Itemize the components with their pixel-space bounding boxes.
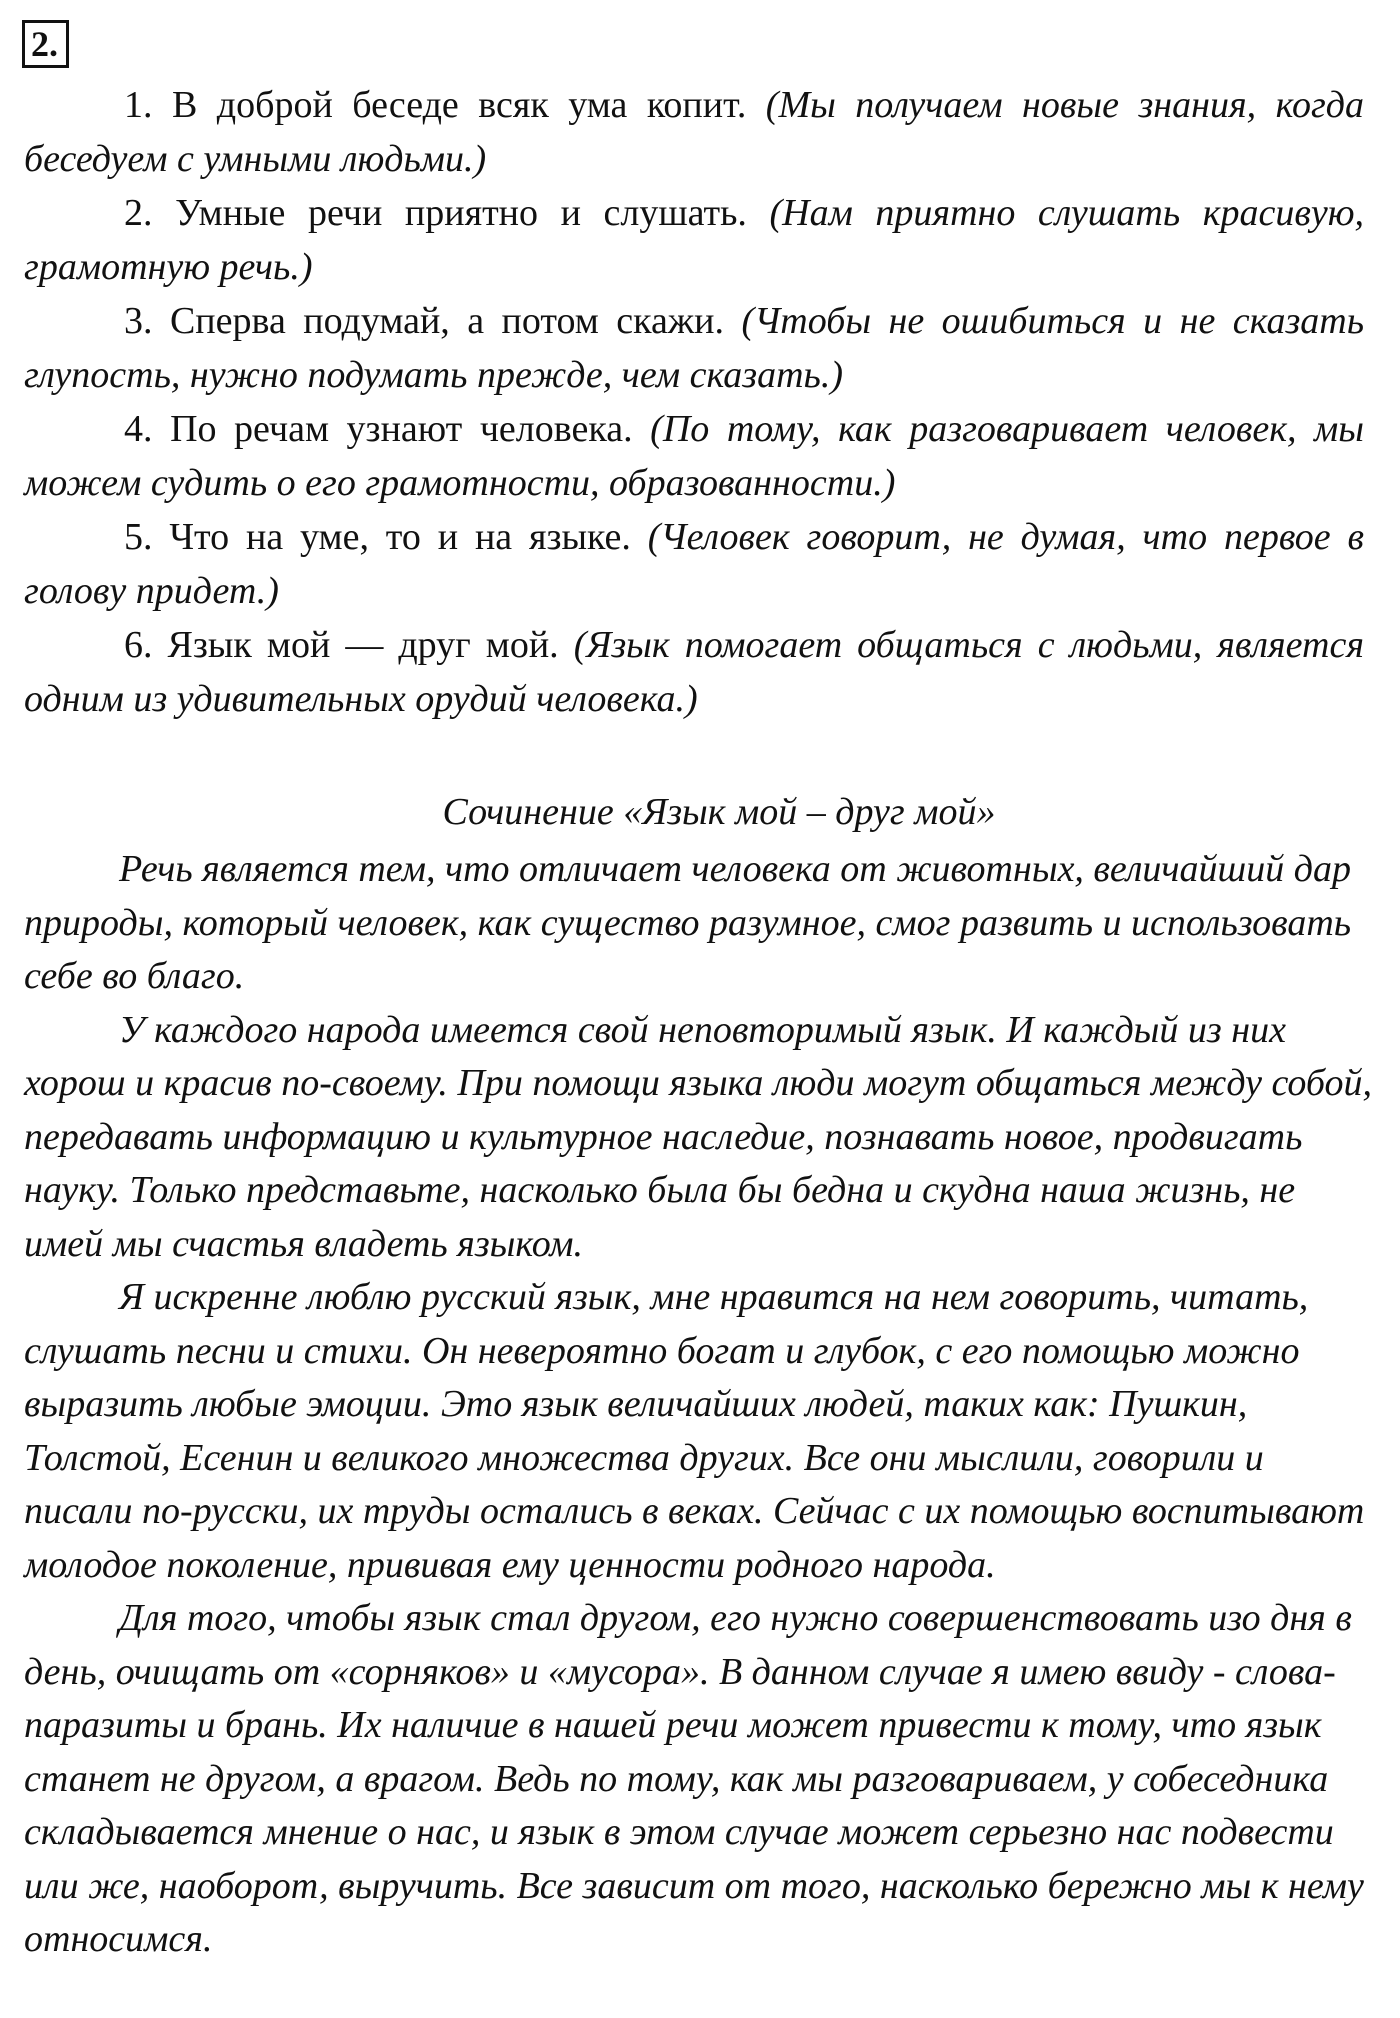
proverb-item (24, 186, 1364, 294)
proverb-item (24, 402, 1364, 510)
proverbs-list (24, 78, 1364, 726)
proverb-explanation: (Мы получаем новые знания, когда беседуем с умными людьми.) (24, 84, 1365, 180)
proverb-text: Умные речи приятно и слушать. (175, 192, 747, 234)
proverb-item (24, 618, 1364, 726)
essay-paragraph: Речь является тем, что отличает человека от животных, величайший дар природы, который человек, как существо разумное, смог развить и использовать себе во благо. (24, 848, 1352, 997)
proverb-text: Язык мой — друг мой. (167, 624, 559, 666)
proverb-explanation: (Нам приятно слушать красивую, грамотную речь.) (24, 192, 1365, 288)
essay-paragraph: Я искренне люблю русский язык, мне нравится на нем говорить, читать, слушать песни и стихи. Он невероятно богат и глубок, с его помощью можно выразить любые эмоции. Это язык величайших людей, таких как: Пушкин, Толстой, Есенин и великого множества других. Все они мыслили, говорили и писали по-русски, их труды остались в веках. Сейчас с их помощью воспитывают молодое поколение, прививая ему ценности родного народа. (24, 1276, 1365, 1586)
proverb-explanation: (Чтобы не ошибиться и не сказать глупость, нужно подумать прежде, чем сказать.) (24, 300, 1365, 396)
proverb-number: 3. (124, 300, 153, 342)
essay-paragraph: Для того, чтобы язык стал другом, его нужно совершенствовать изо дня в день, очищать от «сорняков» и «мусора». В данном случае я имею ввиду - слова-паразиты и брань. Их наличие в нашей речи может привести к тому, что язык станет не другом, а врагом. Ведь по тому, как мы разговариваем, у собеседника складывается мнение о нас, и язык в этом случае может серьезно нас подвести или же, наоборот, выручить. Все зависит от того, насколько бережно мы к нему относимся. (24, 1597, 1364, 1960)
proverb-explanation: (Человек говорит, не думая, что первое в голову придет.) (24, 516, 1365, 612)
proverb-text: В доброй беседе всяк ума копит. (171, 84, 747, 126)
proverb-number: 5. (124, 516, 153, 558)
proverb-explanation: (По тому, как разговаривает человек, мы можем судить о его грамотности, образованности.) (24, 408, 1365, 504)
proverb-item (24, 294, 1364, 402)
proverb-item (24, 78, 1364, 186)
proverb-explanation: (Язык помогает общаться с людьми, является одним из удивительных орудий человека.) (24, 624, 1364, 720)
proverb-number: 2. (124, 192, 153, 234)
essay-section (24, 785, 1374, 1967)
proverb-number: 4. (124, 408, 153, 450)
proverb-number: 6. (124, 624, 153, 666)
essay-paragraph: У каждого народа имеется свой неповторимый язык. И каждый из них хорош и красив по-своему. При помощи языка люди могут общаться между собой, передавать информацию и культурное наследие, познавать новое, продвигать науку. Только представьте, насколько была бы бедна и скудна наша жизнь, не имей мы счастья владеть языком. (24, 1008, 1372, 1265)
proverb-text: Что на уме, то и на языке. (169, 516, 631, 558)
proverb-number: 1. (124, 84, 153, 126)
task-number-box: 2. (22, 20, 69, 68)
essay-title: Сочинение «Язык мой – друг мой» (442, 791, 996, 833)
proverb-text: Сперва подумай, а потом скажи. (169, 300, 724, 342)
proverb-item (24, 510, 1364, 618)
proverb-text: По речам узнают человека. (170, 408, 633, 450)
